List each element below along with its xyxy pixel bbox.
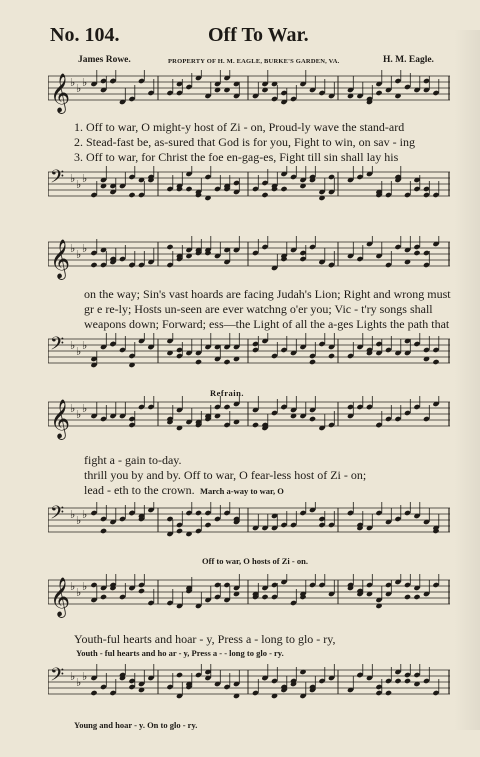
flat-icon: ♭ (76, 514, 82, 527)
treble-clef-icon: 𝄞 (50, 73, 71, 113)
flat-icon: ♭ (76, 676, 82, 689)
verse2-line1: 2. Stead-fast be, as-sured that God is for you, Fight to win, on sav - ing (74, 135, 415, 149)
note-head (404, 678, 411, 684)
flat-icon: ♭ (82, 76, 88, 89)
flat-icon: ♭ (82, 508, 88, 521)
soprano-lyric-system4: Youth-ful hearts and hoar - y, Press a - long to glo - ry, (74, 632, 336, 646)
verse1-line3: fight a - gain to-day. (84, 453, 182, 467)
note-head (176, 672, 183, 678)
page-edge-shadow (454, 30, 480, 730)
composer-credit: H. M. Eagle. (383, 55, 434, 65)
note-head (413, 250, 420, 256)
staff-bass-system1 (48, 166, 450, 214)
verse3-line1: 3. Off to war, for Christ the foe en-gag-es, Fight till sin shall lay his (74, 150, 399, 164)
note-head (90, 262, 97, 268)
bass-clef-icon: 𝄢 (50, 503, 65, 528)
note-head (195, 359, 202, 365)
note-head (138, 588, 145, 594)
note-head (375, 90, 382, 96)
note-head (309, 416, 316, 422)
hymn-title: Off To War. (208, 24, 309, 46)
flat-icon: ♭ (76, 408, 82, 421)
note-head (404, 594, 411, 600)
staff-treble-system4 (48, 574, 450, 622)
verse2-line3: thrill you by and by. Off to war, O fear-less host of Zi - on; (84, 468, 367, 482)
bass-lyric-system4: Young and hoar - y. On to glo - ry. (74, 720, 198, 730)
flat-icon: ♭ (82, 580, 88, 593)
alto-lyric-system4: Youth - ful hearts and ho ar - y, Press a - - long to glo - ry. (76, 648, 284, 658)
flat-icon: ♭ (82, 172, 88, 185)
flat-icon: ♭ (70, 242, 76, 255)
verse1-line2: on the way; Sin's vast hoards are facing Judah's Lion; Right and wrong must (84, 287, 451, 301)
flat-icon: ♭ (82, 670, 88, 683)
note-head (185, 186, 192, 192)
note-head (90, 690, 97, 696)
flat-icon: ♭ (76, 178, 82, 191)
verse3-line3: lead - eth to the crown. (84, 483, 195, 497)
verse2-line2: gr e re-ly; Hosts un-seen are ever watchng o'er you; Vic - t'ry songs shall (84, 302, 433, 316)
note-head (309, 359, 316, 365)
flat-icon: ♭ (70, 339, 76, 352)
note-head (176, 528, 183, 534)
staff-bass-system4 (48, 664, 450, 712)
lyricist-credit: James Rowe. (78, 55, 131, 65)
flat-icon: ♭ (70, 402, 76, 415)
alto-cue-lyric: March a-way to war, O (200, 486, 284, 496)
staff-bass-system2 (48, 333, 450, 381)
bass-clef-icon: 𝄢 (50, 334, 65, 359)
note-head (261, 192, 268, 198)
flat-icon: ♭ (76, 82, 82, 95)
treble-clef-icon: 𝄞 (50, 577, 71, 617)
note-head (261, 594, 268, 600)
refrain-label: Refrain. (210, 388, 244, 398)
verse1-line1: 1. Off to war, O might-y host of Zi - on, Proud-ly wave the stand-ard (74, 120, 405, 134)
treble-clef-icon: 𝄞 (50, 239, 71, 279)
staff-bass-system3 (48, 502, 450, 550)
flat-icon: ♭ (82, 402, 88, 415)
note-head (413, 594, 420, 600)
note-head (128, 192, 135, 198)
note-head (100, 594, 107, 600)
copyright-notice: PROPERTY OF H. M. EAGLE, BURKE'S GARDEN, VA. (168, 58, 340, 65)
staff-treble-system1 (48, 70, 450, 118)
staff-treble-system3 (48, 396, 450, 444)
flat-icon: ♭ (76, 345, 82, 358)
note-head (394, 678, 401, 684)
note-head (223, 359, 230, 365)
flat-icon: ♭ (82, 242, 88, 255)
bass-clef-icon: 𝄢 (50, 167, 65, 192)
note-head (223, 404, 230, 410)
flat-icon: ♭ (70, 76, 76, 89)
note-head (166, 244, 173, 250)
note-head (204, 522, 211, 528)
flat-icon: ♭ (70, 508, 76, 521)
bass-clef-icon: 𝄢 (50, 665, 65, 690)
staff-treble-system2 (48, 236, 450, 284)
note-head (432, 359, 439, 365)
flat-icon: ♭ (76, 586, 82, 599)
flat-icon: ♭ (70, 670, 76, 683)
note-head (195, 510, 202, 516)
flat-icon: ♭ (82, 339, 88, 352)
flat-icon: ♭ (70, 172, 76, 185)
note-head (328, 353, 335, 359)
treble-clef-icon: 𝄞 (50, 399, 71, 439)
flat-icon: ♭ (70, 580, 76, 593)
note-head (100, 528, 107, 534)
note-head (252, 422, 259, 428)
flat-icon: ♭ (76, 248, 82, 261)
note-head (385, 690, 392, 696)
verse3-line2: weapons down; Forward; ess—the Light of all the a-ges Lights the path that (84, 317, 450, 331)
bass-lyric-system3: Off to war, O hosts of Zi - on. (202, 556, 308, 566)
note-head (280, 186, 287, 192)
hymn-number: No. 104. (50, 24, 120, 46)
